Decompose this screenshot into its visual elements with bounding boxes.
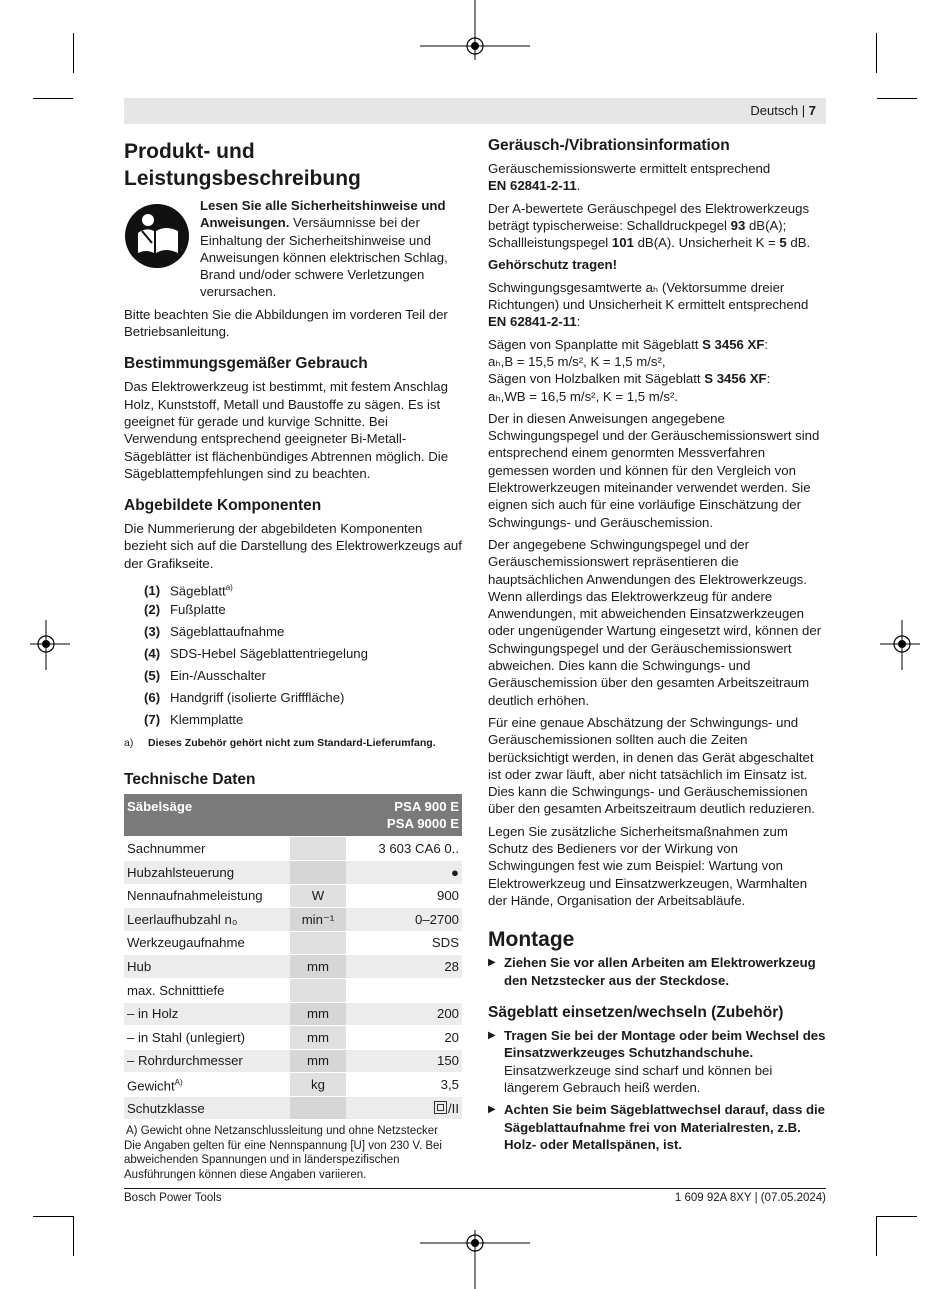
read-manual-icon	[124, 203, 190, 269]
title-line-1: Produkt- und	[124, 140, 255, 163]
cell-label	[124, 884, 290, 908]
cell-unit: kg	[290, 1073, 346, 1097]
cell-label	[124, 1049, 290, 1073]
registration-mark-top	[420, 0, 530, 60]
montage-bullet	[488, 954, 826, 989]
intended-use-heading: Bestimmungsgemäßer Gebrauch	[124, 355, 368, 373]
table-row	[124, 1096, 462, 1120]
component-label: Klemmplatte	[170, 712, 244, 728]
registration-mark-bottom	[420, 1230, 530, 1289]
hearing-protection	[488, 256, 826, 273]
noise-standard: Geräuschemissionswerte ermittelt entsprechend EN 62841-2-11.	[488, 161, 771, 194]
table-header-row	[124, 794, 462, 837]
cell-label-text: Schutzklasse	[127, 1100, 205, 1116]
blade-bullet-2-text: Achten Sie beim Sägeblattwechsel darauf, dass die Sägeblattaufnahme frei von Materialresten, z.B. Holz- oder Metallspänen, ist.	[504, 1102, 826, 1152]
sound-power-value: 101	[611, 235, 634, 251]
cell-value-text: 0–2700	[414, 911, 459, 927]
cell-unit	[290, 978, 346, 1002]
registration-mark-right	[880, 620, 920, 670]
cell-value	[346, 884, 462, 908]
illustrations-note: Bitte beachten Sie die Abbildungen im vorderen Teil der Betriebsanleitung.	[124, 306, 448, 340]
cell-unit: mm	[290, 955, 346, 979]
footnote-text: Dieses Zubehör gehört nicht zum Standard-Lieferumfang.	[148, 737, 436, 750]
blade-heading: Sägeblatt einsetzen/wechseln (Zubehör)	[488, 1004, 784, 1022]
components-heading: Abgebildete Komponenten	[124, 497, 322, 515]
section-title	[124, 138, 462, 192]
blade-bullet-1-bold: Tragen Sie bei der Montage oder beim Wechsel des Einsatzwerkzeuges Schutzhandschuhe.	[504, 1028, 826, 1061]
component-number: (5)	[144, 668, 161, 684]
blade-bullet-2	[488, 1101, 826, 1153]
montage-bullet-text: Ziehen Sie vor allen Arbeiten am Elektrowerkzeug den Netzstecker aus der Steckdose.	[504, 955, 816, 988]
cell-unit: min⁻¹	[290, 908, 346, 932]
registration-mark-left	[30, 620, 70, 670]
protection-class-icon	[434, 1101, 447, 1114]
vibration-values: Sägen von Spanplatte mit Sägeblatt S 3456 XF: aₕ,B = 15,5 m/s², K = 1,5 m/s², Sägen von Holzbalken mit Sägeblatt S 3456 XF: aₕ,WB = 16,5 m/s², K = 1,5 m/s².	[488, 336, 771, 404]
cell-label-text: – in Stahl (unlegiert)	[127, 1029, 246, 1045]
cell-label	[124, 1002, 290, 1026]
component-sup: a)	[225, 583, 233, 593]
noise-values	[488, 200, 826, 252]
cell-value	[346, 860, 462, 884]
component-item	[124, 643, 462, 665]
table-row	[124, 1073, 462, 1097]
footnote-marker: a)	[124, 737, 134, 750]
montage-heading: Montage	[488, 928, 575, 952]
footer-right: 1 609 92A 8XY | (07.05.2024)	[674, 1192, 826, 1204]
footer-divider	[124, 1188, 826, 1189]
cell-label-text: Werkzeugaufnahme	[127, 935, 245, 951]
page-header	[124, 98, 826, 124]
crop-mark	[877, 1216, 917, 1217]
warning-text	[200, 197, 462, 301]
hearing-protection-text: Gehörschutz tragen!	[488, 257, 617, 273]
cell-label-text: Hubzahlsteuerung	[127, 864, 235, 880]
table-row	[124, 860, 462, 884]
cell-label	[124, 1026, 290, 1050]
cell-value	[346, 908, 462, 932]
component-number: (2)	[144, 602, 161, 618]
component-label: Ein-/Ausschalter	[170, 668, 267, 684]
cell-label-text: Gewicht	[127, 1078, 175, 1094]
table-footnote: A) Gewicht ohne Netzanschlussleitung und ohne Netzstecker	[126, 1125, 438, 1138]
cell-value	[346, 1073, 462, 1097]
cell-label-text: max. Schnitttiefe	[127, 982, 225, 998]
blade-bullet-1-text: Einsatzwerkzeuge sind scharf und können bei längerem Gebrauch heiß werden.	[504, 1062, 773, 1095]
cell-label-text: Sachnummer	[127, 840, 206, 856]
cell-value-text: 3 603 CA6 0..	[378, 840, 459, 856]
component-label: Sägeblatt	[170, 583, 226, 599]
warning-block	[124, 197, 462, 301]
page-number: 7	[808, 103, 816, 118]
warning-body: Versäumnisse bei der Einhaltung der Sicherheitshinweise und Anweisungen können elektrischen Schlag, Brand und/oder schwere Verletzungen verursachen.	[200, 215, 448, 300]
cell-value	[346, 837, 462, 861]
cell-value-text: 900	[436, 888, 459, 904]
component-item	[124, 577, 462, 599]
component-number: (7)	[144, 712, 161, 728]
cell-label	[124, 931, 290, 955]
table-head-unit	[290, 794, 346, 837]
cell-unit	[290, 860, 346, 884]
component-item	[124, 665, 462, 687]
noise-standard-code: EN 62841-2-11	[488, 178, 577, 194]
component-item	[124, 709, 462, 731]
cell-value-text: 28	[444, 958, 459, 974]
cell-label-text: Leerlaufhubzahl n₀	[127, 911, 238, 927]
uncertainty-value: 5	[779, 235, 787, 251]
intended-use-text: Das Elektrowerkzeug ist bestimmt, mit festem Anschlag Holz, Kunststoff, Metall und Baustoffe zu sägen. Es ist geeignet für gerade und kurvige Schnitte. Bei Verwendung entsprechend geeigneter Bi-Metall-Sägeblätter ist flächenbündiges Abtrennen möglich. Die Sägeblattempfehlungen sind zu beachten.	[124, 379, 449, 481]
table-row	[124, 884, 462, 908]
cell-unit	[290, 1096, 346, 1120]
table-row	[124, 1049, 462, 1073]
component-number: (3)	[144, 624, 161, 640]
model-1: PSA 900 E	[394, 799, 459, 815]
vibration-paragraph-1: Der in diesen Anweisungen angegebene Schwingungspegel und der Geräuschemissionswert sind entsprechend einem genormten Messverfahren gemessen worden und können für den Vergleich von Elektrowerkzeugen miteinander verwendet werden. Sie eignen sich auch für eine vorläufige Einschätzung der Schwingungs- und Geräuschemission.	[488, 410, 820, 530]
table-row	[124, 1026, 462, 1050]
crop-mark	[73, 1216, 74, 1256]
blade-bullet-1	[488, 1027, 826, 1096]
crop-mark	[33, 1216, 73, 1217]
table-row	[124, 837, 462, 861]
cell-label	[124, 860, 290, 884]
cell-label	[124, 955, 290, 979]
cell-unit	[290, 837, 346, 861]
footer-left: Bosch Power Tools	[124, 1192, 222, 1204]
sound-pressure-value: 93	[730, 217, 746, 233]
header-separator: |	[801, 103, 806, 118]
cell-value	[346, 1002, 462, 1026]
crop-mark	[73, 33, 74, 73]
cell-label-text: – in Holz	[127, 1006, 179, 1022]
cell-value-text: ●	[451, 864, 459, 880]
cell-value	[346, 1026, 462, 1050]
component-number: (1)	[144, 583, 161, 599]
cell-value-text: SDS	[431, 935, 459, 951]
crop-mark	[33, 98, 73, 99]
component-item	[124, 599, 462, 621]
tech-data-table	[124, 794, 462, 1120]
cell-value-text: /II	[448, 1100, 459, 1116]
vib-case-2: Sägen von Holzbalken mit Sägeblatt	[488, 371, 705, 387]
component-label: Handgriff (isolierte Grifffläche)	[170, 690, 345, 706]
cell-label	[124, 837, 290, 861]
vibration-intro: Schwingungsgesamtwerte aₕ (Vektorsumme dreier Richtungen) und Unsicherheit K ermittelt entsprechend EN 62841-2-11:	[488, 279, 809, 330]
cell-value-text: 200	[436, 1006, 459, 1022]
component-label: SDS-Hebel Sägeblattentriegelung	[170, 646, 368, 662]
vibration-paragraph-2: Der angegebene Schwingungspegel und der Geräuschemissionswert repräsentieren die hauptsächlichen Anwendungen des Elektrowerkzeugs. Wenn allerdings das Elektrowerkzeug für andere Anwendungen, mit abweichenden Einsatzwerkzeugen oder ungenügender Wartung eingesetzt wird, können der Schwingungspegel und der Geräuschemissionswert abweichen. Dies kann die Schwingungs- und Geräuschemission über den gesamten Arbeitszeitraum deutlich erhöhen.	[488, 536, 822, 708]
cell-value	[346, 978, 462, 1002]
cell-label-text: Nennaufnahmeleistung	[127, 888, 263, 904]
component-item	[124, 621, 462, 643]
cell-label	[124, 1096, 290, 1120]
cell-unit: mm	[290, 1049, 346, 1073]
left-column	[124, 138, 462, 1182]
components-footnote	[124, 733, 462, 752]
right-column	[488, 136, 826, 1158]
cell-label	[124, 978, 290, 1002]
noise-values-text: dB(A). Unsicherheit K =	[633, 235, 780, 251]
cell-label	[124, 908, 290, 932]
vibration-paragraph-3: Für eine genaue Abschätzung der Schwingungs- und Geräuschemissionen sollten auch die Zeiten berücksichtigt werden, in denen das Gerät abgeschaltet ist oder zwar läuft, aber nicht tatsächlich im Einsatz ist. Dies kann die Schwingungs- und Geräuschemissionen über den gesamten Arbeitszeitraum deutlich reduzieren.	[488, 714, 815, 817]
vibration-standard-code: EN 62841-2-11	[488, 314, 577, 330]
header-language: Deutsch	[750, 103, 799, 118]
component-item	[124, 687, 462, 709]
table-row	[124, 908, 462, 932]
noise-text: Geräuschemissionswerte ermittelt entsprechend	[488, 161, 771, 176]
table-row	[124, 1002, 462, 1026]
component-number: (4)	[144, 646, 161, 662]
cell-value-text: 3,5	[440, 1076, 459, 1092]
cell-label-text: – Rohrdurchmesser	[127, 1053, 243, 1069]
cell-label	[124, 1073, 290, 1097]
component-label: Fußplatte	[170, 602, 226, 618]
cell-unit	[290, 931, 346, 955]
cell-value-text: 20	[444, 1029, 459, 1045]
model-2: PSA 9000 E	[386, 816, 459, 832]
cell-value-text: 150	[436, 1053, 459, 1069]
vib-case-1: Sägen von Spanplatte mit Sägeblatt	[488, 336, 703, 352]
vibration-intro-text: Schwingungsgesamtwerte aₕ (Vektorsumme dreier Richtungen) und Unsicherheit K ermittelt entsprechend	[488, 279, 809, 313]
cell-value	[346, 931, 462, 955]
table-body	[124, 837, 462, 1120]
components-list	[124, 577, 462, 731]
cell-unit: mm	[290, 1026, 346, 1050]
header-text	[750, 103, 816, 118]
table-head-label: Säbelsäge	[124, 794, 290, 837]
noise-values-text: dB(A); Schallleistungspegel	[488, 217, 787, 251]
crop-mark	[877, 98, 917, 99]
noise-heading: Geräusch-/Vibrationsinformation	[488, 137, 730, 154]
noise-values-text: dB.	[786, 235, 811, 251]
tech-data-heading: Technische Daten	[124, 771, 256, 789]
crop-mark	[876, 33, 877, 73]
cell-label-text: Hub	[127, 958, 152, 974]
cell-unit: mm	[290, 1002, 346, 1026]
cell-unit: W	[290, 884, 346, 908]
cell-value	[346, 1049, 462, 1073]
crop-mark	[876, 1216, 877, 1256]
components-intro: Die Nummerierung der abgebildeten Komponenten bezieht sich auf die Darstellung des Elektrowerkzeugs auf der Grafikseite.	[124, 521, 462, 571]
table-row	[124, 931, 462, 955]
title-line-2: Leistungsbeschreibung	[124, 167, 361, 190]
vibration-paragraph-4: Legen Sie zusätzliche Sicherheitsmaßnahmen zum Schutz des Bedieners vor der Wirkung von Schwingungen fest wie zum Beispiel: Wartung von Elektrowerkzeug und Einsatzwerkzeugen, Warmhalten der Hände, Organisation der Arbeitsabläufe.	[488, 823, 808, 908]
table-head-models	[346, 794, 462, 837]
vib-case-1-value: aₕ,B = 15,5 m/s², K = 1,5 m/s²,	[488, 353, 666, 369]
cell-value	[346, 1096, 462, 1120]
table-note: Die Angaben gelten für eine Nennspannung [U] von 230 V. Bei abweichenden Spannungen und in länderspezifischen Ausführungen können diese Angaben variieren.	[124, 1139, 442, 1181]
warning-bold: Lesen Sie alle Sicherheitshinweise und Anweisungen.	[200, 198, 446, 231]
component-number: (6)	[144, 690, 161, 706]
vib-case-2-value: aₕ,WB = 16,5 m/s², K = 1,5 m/s².	[488, 388, 679, 404]
cell-sup: A)	[174, 1078, 183, 1088]
table-row	[124, 955, 462, 979]
vib-case-1-blade: S 3456 XF	[702, 336, 765, 352]
noise-values-text: Der A-bewertete Geräuschpegel des Elektrowerkzeugs beträgt typischerweise: Schalldruckpegel	[488, 200, 810, 233]
cell-value	[346, 955, 462, 979]
table-row	[124, 978, 462, 1002]
vib-case-2-blade: S 3456 XF	[704, 371, 767, 387]
component-label: Sägeblattaufnahme	[170, 624, 285, 640]
